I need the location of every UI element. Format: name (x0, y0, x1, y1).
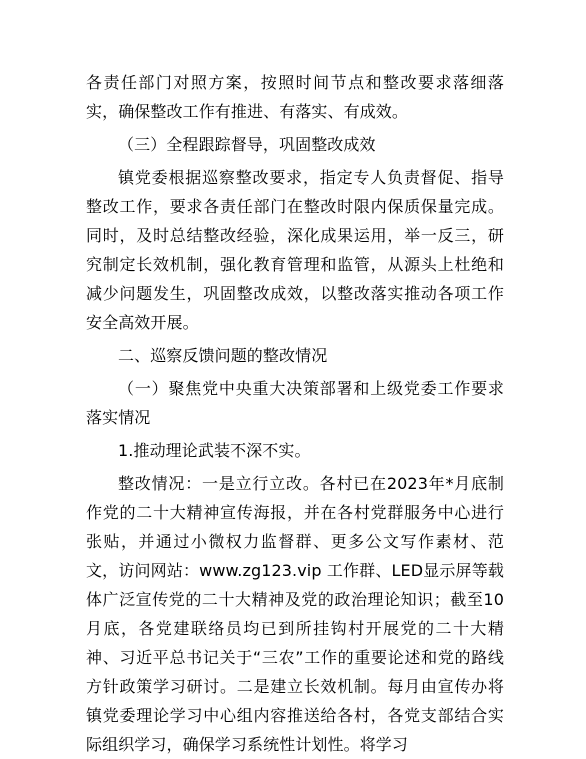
item-heading-1: 1.推动理论武装不深不实。 (118, 441, 311, 460)
section-heading-3: （三）全程跟踪督导，巩固整改成效 (118, 135, 376, 154)
paragraph-continuation: 各责任部门对照方案，按照时间节点和整改要求落细落实，确保整改工作有推进、有落实、有成效。 (86, 73, 504, 121)
document-body (86, 68, 504, 759)
paragraph-rectification: 整改情况：一是立行立改。各村已在2023年*月底制作党的二十大精神宣传海报，并在各村党群服务中心进行张贴，并通过小微权力监督群、更多公文写作素材、范文，访问网站：www.zg123.vip 工作群、LED显示屏等载体广泛宣传党的二十大精神及党的政治理论知识；截至10月底，各党建联络员均已到所挂钩村开展党的二十大精神、习近平总书记关于“三农”工作的重要论述和党的路线方针政策学习研讨。二是建立长效机制。每月由宣传办将镇党委理论学习中心组内容推送给各村，各党支部结合实际组织学习，确保学习系统性计划性。将学习 (86, 474, 504, 754)
section-heading-1: （一）聚焦党中央重大决策部署和上级党委工作要求落实情况 (86, 379, 504, 427)
chapter-heading-2: 二、巡察反馈问题的整改情况 (118, 346, 328, 365)
paragraph-supervision: 镇党委根据巡察整改要求，指定专人负责督促、指导整改工作，要求各责任部门在整改时限内保质保量完成。同时，及时总结整改经验，深化成果运用，举一反三，研究制定长效机制，强化教育管理和监管，从源头上杜绝和减少问题发生，巩固整改成效，以整改落实推动各项工作安全高效开展。 (86, 168, 504, 332)
